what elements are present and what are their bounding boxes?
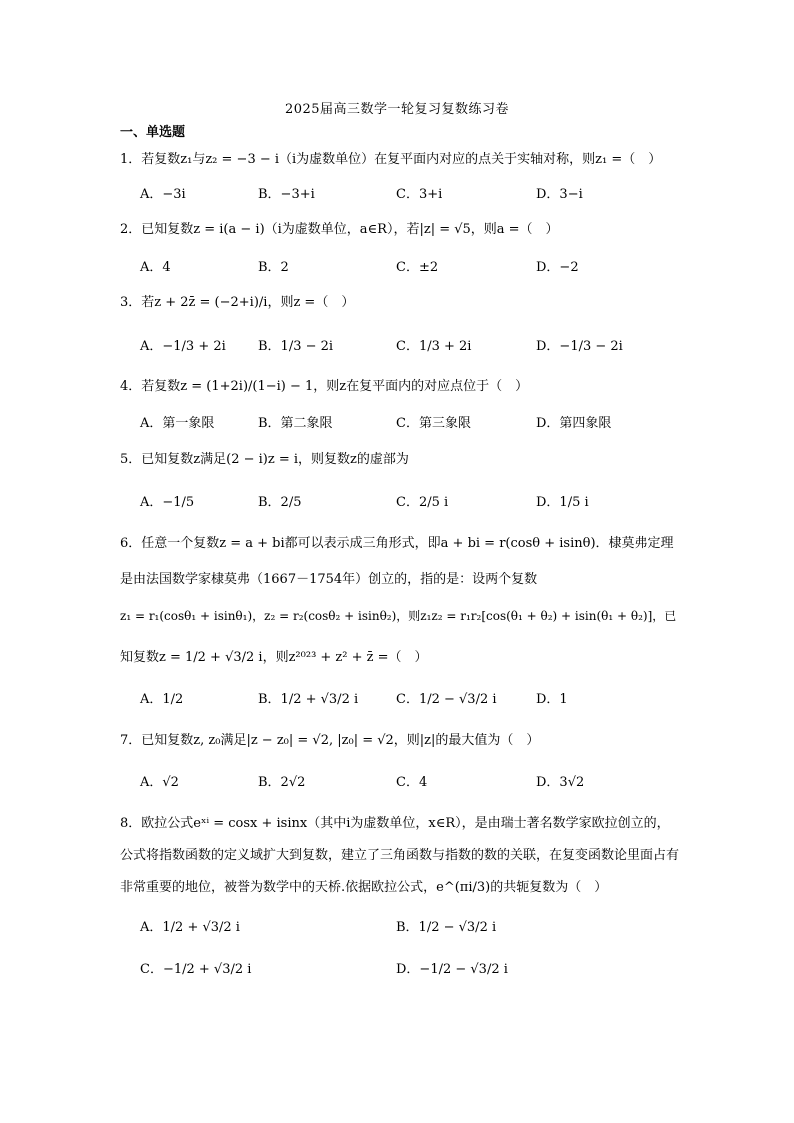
option-c: C．1/2 − √3/2 i <box>396 692 497 707</box>
question-6-line-1: 6．任意一个复数z = a + bi都可以表示成三角形式，即a + bi = r(cosθ + isinθ)．棣莫弗定理 <box>120 536 674 551</box>
option-d: D．1/5 i <box>536 495 589 510</box>
option-b: B．第二象限 <box>258 416 333 431</box>
question-5-options <box>140 490 680 516</box>
question-4-stem: 4．若复数z = (1+2i)/(1−i) − 1，则z在复平面内的对应点位于（ ） <box>120 379 529 394</box>
option-a: A．1/2 <box>140 692 184 707</box>
option-c: C．±2 <box>396 260 439 275</box>
option-c: C．2/5 i <box>396 495 449 510</box>
question-5-stem: 5．已知复数z满足(2 − i)z = i，则复数z的虚部为 <box>120 452 409 467</box>
option-d: D．1 <box>536 692 568 707</box>
option-c: C．4 <box>396 775 428 790</box>
option-b: B．2 <box>258 260 289 275</box>
question-4-options <box>140 411 680 437</box>
option-c: C．1/3 + 2i <box>396 339 472 354</box>
question-6-options <box>140 687 680 713</box>
question-8-options-row-1 <box>140 915 680 941</box>
question-6-line-3: z₁ = r₁(cosθ₁ + isinθ₁)，z₂ = r₂(cosθ₂ + isinθ₂)，则z₁z₂ = r₁r₂[cos(θ₁ + θ₂) + isin(θ₁ + θ₂)]，已 <box>120 609 677 623</box>
option-d: D．3−i <box>536 187 583 202</box>
option-b: B．1/2 + √3/2 i <box>258 692 359 707</box>
question-1-stem: 1．若复数z₁与z₂ = −3 − i（i为虚数单位）在复平面内对应的点关于实轴对称，则z₁ =（ ） <box>120 152 662 167</box>
option-c: C．3+i <box>396 187 443 202</box>
option-a: A．√2 <box>140 775 179 790</box>
option-a: A．第一象限 <box>140 416 215 431</box>
page-title: 2025届高三数学一轮复习复数练习卷 <box>284 102 510 117</box>
question-6-line-2: 是由法国数学家棣莫弗（1667－1754年）创立的，指的是：设两个复数 <box>120 572 538 587</box>
option-b: B．1/2 − √3/2 i <box>396 920 497 935</box>
option-a: A．−1/3 + 2i <box>140 339 226 354</box>
option-d: D．3√2 <box>536 775 585 790</box>
question-7-options <box>140 770 680 796</box>
option-a: A．−1/5 <box>140 495 195 510</box>
option-a: A．1/2 + √3/2 i <box>140 920 240 935</box>
option-d: D．−1/3 − 2i <box>536 339 623 354</box>
question-8-options-row-2 <box>140 957 680 983</box>
question-8-stem: 8．欧拉公式eˣⁱ = cosx + isinx（其中i为虚数单位，x∈R），是由瑞士著名数学家欧拉创立的，公式将指数函数的定义域扩大到复数，建立了三角函数与指数的数的关联，在复变函数论里面占有非常重要的地位，被誉为数学中的天桥.依据欧拉公式，e^(πi/3)的共轭复数为（ ） <box>120 816 680 895</box>
option-b: B．1/3 − 2i <box>258 339 334 354</box>
question-3-options <box>140 334 680 360</box>
question-2-stem: 2．已知复数z = i(a − i)（i为虚数单位，a∈R），若|z| = √5，则a =（ ） <box>120 222 559 237</box>
option-b: B．−3+i <box>258 187 315 202</box>
option-c: C．−1/2 + √3/2 i <box>140 962 252 977</box>
option-d: D．−2 <box>536 260 579 275</box>
option-b: B．2√2 <box>258 775 306 790</box>
section-heading: 一、单选题 <box>120 125 186 140</box>
question-7-stem: 7．已知复数z, z₀满足|z − z₀| = √2, |z₀| = √2，则|z|的最大值为（ ） <box>120 733 540 748</box>
question-3-stem: 3．若z + 2z̄ = (−2+i)/i，则z =（ ） <box>120 295 355 310</box>
question-6-line-4: 知复数z = 1/2 + √3/2 i，则z²⁰²³ + z² + z̄ =（ ） <box>120 650 428 665</box>
option-c: C．第三象限 <box>396 416 471 431</box>
option-d: D．−1/2 − √3/2 i <box>396 962 508 977</box>
question-1-options <box>140 182 680 208</box>
option-b: B．2/5 <box>258 495 302 510</box>
option-d: D．第四象限 <box>536 416 612 431</box>
question-2-options <box>140 255 680 281</box>
option-a: A．−3i <box>140 187 186 202</box>
option-a: A．4 <box>140 260 171 275</box>
